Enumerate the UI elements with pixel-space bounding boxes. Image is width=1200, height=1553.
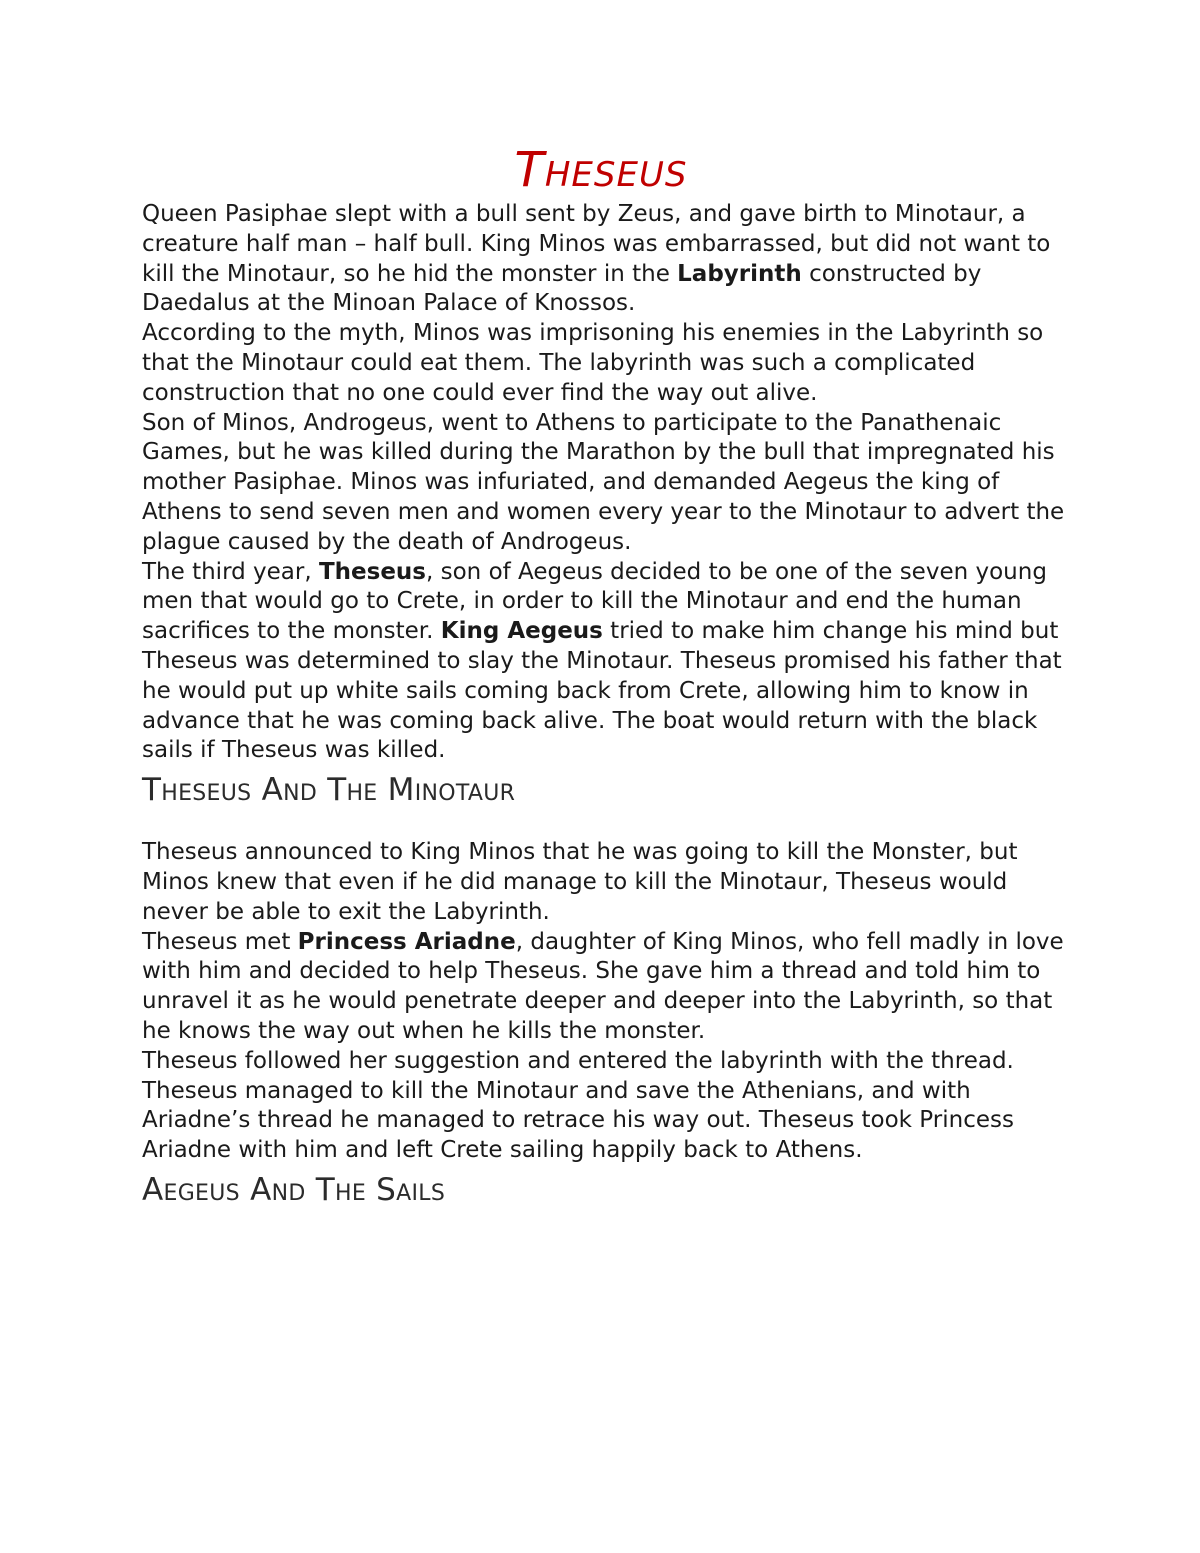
bold-term: Princess Ariadne (297, 928, 516, 955)
section-intro (142, 200, 1072, 766)
section-minotaur (142, 838, 1072, 1166)
paragraph (142, 838, 1072, 927)
text-run: tried to make him change his mind but Theseus was determined to slay the Minotaur. Theseus promised his father that he would put up white sails coming back from Crete, allowing him to know in advance that he was coming back alive. The boat would return with the black sails if Theseus was killed. (142, 618, 1062, 764)
text-run: Son of Minos, Androgeus, went to Athens to participate to the Panathenaic Games, but he was killed during the Marathon by the bull that impregnated his mother Pasiphae. Minos was infuriated, and demanded Aegeus the king of Athens to send seven men and women every year to the Minotaur to advert the plague caused by the death of Androgeus. (142, 409, 1065, 555)
text-run: Queen Pasiphae slept with a bull sent by Zeus, and gave birth to Minotaur, a creature half man – half bull. King Minos was embarrassed, but did not want to kill the Minotaur, so he hid the monster in the (142, 201, 1051, 287)
text-run: According to the myth, Minos was imprisoning his enemies in the Labyrinth so that the Minotaur could eat them. The labyrinth was such a complicated construction that no one could ever find the way out alive. (142, 320, 1044, 406)
paragraph (142, 558, 1072, 767)
bold-term: Labyrinth (677, 260, 802, 287)
text-run: , daughter of King Minos, who fell madly in love with him and decided to help Theseus. She gave him a thread and told him to unravel it as he would penetrate deeper and deeper into the Labyrinth, so that he knows the way out when he kills the monster. (142, 928, 1064, 1044)
paragraph (142, 928, 1072, 1047)
bold-term: Theseus (318, 558, 426, 585)
text-run: Theseus met (142, 928, 298, 955)
paragraph (142, 409, 1072, 558)
section-heading-minotaur: Theseus And The Minotaur (142, 772, 516, 809)
paragraph (142, 200, 1072, 319)
text-run: Theseus followed her suggestion and entered the labyrinth with the thread. Theseus managed to kill the Minotaur and save the Athenians, and with Ariadne’s thread he managed to retrace his way out. Theseus took Princess Ariadne with him and left Crete sailing happily back to Athens. (142, 1047, 1014, 1164)
text-run: , son of Aegeus decided to be one of the seven young men that would go to Crete, in order to kill the Minotaur and end the human sacrifices to the monster. (142, 558, 1047, 645)
section-heading-sails: Aegeus And The Sails (142, 1171, 446, 1208)
paragraph (142, 319, 1072, 408)
document-title: Theseus (514, 142, 688, 198)
document-page (142, 140, 1072, 1210)
text-run: Theseus announced to King Minos that he was going to kill the Monster, but Minos knew that even if he did manage to kill the Minotaur, Theseus would never be able to exit the Labyrinth. (142, 839, 1018, 925)
text-run: The third year, (142, 558, 319, 585)
text-run: constructed by Daedalus at the Minoan Palace of Knossos. (142, 260, 982, 317)
bold-term: King Aegeus (440, 618, 603, 645)
paragraph (142, 1047, 1072, 1166)
